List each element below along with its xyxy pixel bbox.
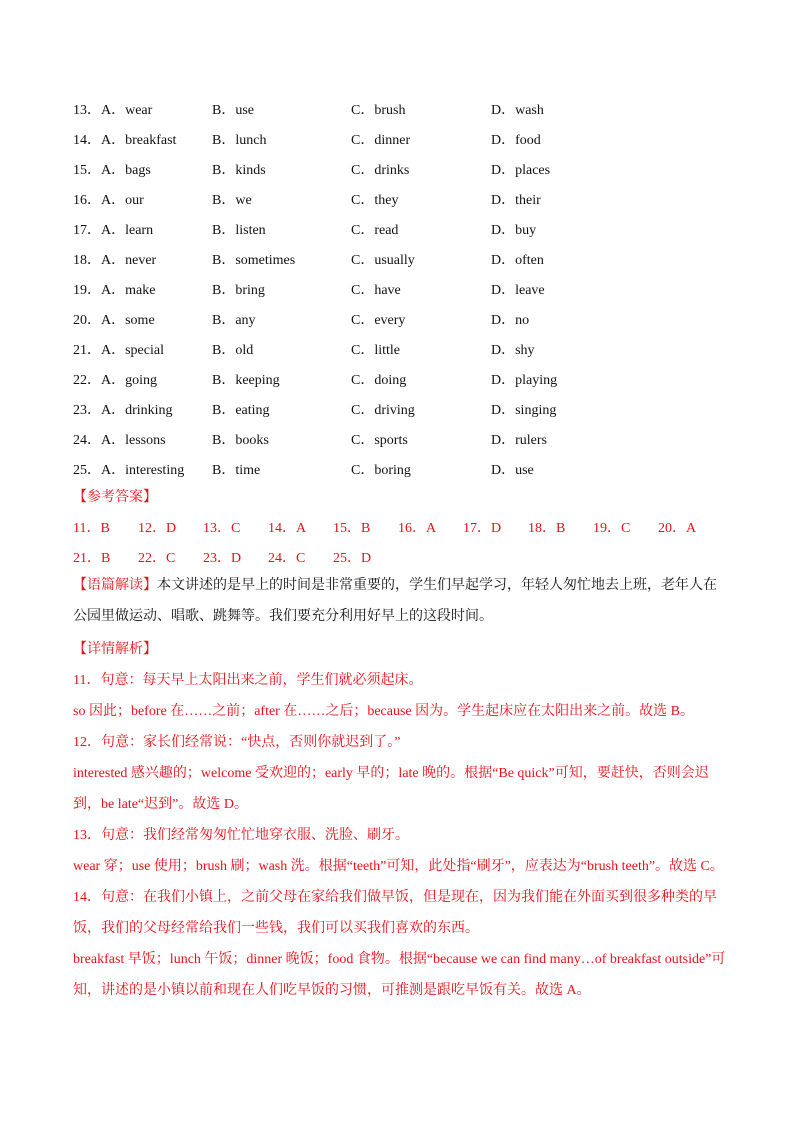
option-a: 23．A．drinking — [73, 403, 173, 418]
reference-answers-title: 【参考答案】 — [73, 490, 157, 505]
choice-row-15 — [73, 154, 733, 184]
option-a: 18．A．never — [73, 253, 157, 268]
option-b: B．keeping — [212, 373, 280, 388]
answer-18: 18．B — [528, 521, 566, 536]
option-a: 22．A．going — [73, 373, 157, 388]
passage-analysis-paragraph — [73, 570, 728, 632]
option-c: C．drinks — [351, 163, 410, 178]
option-c: C．boring — [351, 463, 411, 478]
option-c: C．brush — [351, 103, 406, 118]
option-a: 16．A．our — [73, 193, 144, 208]
detail-sentence-12: 12．句意：家长们经常说：“快点，否则你就迟到了。” — [73, 735, 401, 750]
answer-22: 22．C — [138, 551, 176, 566]
option-b: B．kinds — [212, 163, 266, 178]
option-c: C．sports — [351, 433, 408, 448]
detail-analysis — [73, 634, 728, 1006]
option-b: B．bring — [212, 283, 265, 298]
option-c: C．have — [351, 283, 401, 298]
answer-17: 17．D — [463, 521, 502, 536]
option-d: D．use — [491, 463, 534, 478]
detail-sentence-14: 14．句意：在我们小镇上，之前父母在家给我们做早饭，但是现在，因为我们能在外面买到很多种类的早饭，我们的父母经常给我们一些钱，我们可以买我们喜欢的东西。 — [73, 890, 717, 936]
answer-25: 25．D — [333, 551, 372, 566]
answer-23: 23．D — [203, 551, 242, 566]
answer-24: 24．C — [268, 551, 306, 566]
choice-row-20 — [73, 304, 733, 334]
option-a: 21．A．special — [73, 343, 164, 358]
option-d: D．their — [491, 193, 541, 208]
choices-list — [73, 94, 733, 484]
choice-row-21 — [73, 334, 733, 364]
option-d: D．singing — [491, 403, 557, 418]
detail-sentence-11: 11．句意：每天早上太阳出来之前，学生们就必须起床。 — [73, 673, 423, 688]
option-d: D．wash — [491, 103, 544, 118]
option-d: D．leave — [491, 283, 545, 298]
passage-analysis-text: 本文讲述的是早上的时间是非常重要的，学生们早起学习，年轻人匆忙地去上班，老年人在公园里做运动、唱歌、跳舞等。我们要充分利用好早上的这段时间。 — [73, 578, 717, 624]
option-b: B．time — [212, 463, 261, 478]
choice-row-25 — [73, 454, 733, 484]
detail-explanation-11: so 因此；before 在……之前；after 在……之后；because 因为。学生起床应在太阳出来之前。故选 B。 — [73, 704, 694, 719]
choice-row-16 — [73, 184, 733, 214]
answer-14: 14．A — [268, 521, 307, 536]
choice-row-19 — [73, 274, 733, 304]
option-c: C．read — [351, 223, 399, 238]
option-c: C．they — [351, 193, 399, 208]
detail-analysis-title: 【详情解析】 — [73, 642, 157, 657]
choice-row-23 — [73, 394, 733, 424]
option-d: D．buy — [491, 223, 537, 238]
option-d: D．shy — [491, 343, 535, 358]
answer-11: 11．B — [73, 521, 110, 536]
passage-analysis-label: 【语篇解读】 — [73, 578, 157, 593]
option-c: C．usually — [351, 253, 415, 268]
option-b: B．lunch — [212, 133, 267, 148]
detail-sentence-13: 13．句意：我们经常匆匆忙忙地穿衣服、洗脸、刷牙。 — [73, 828, 409, 843]
answer-row-2 — [73, 542, 733, 572]
option-a: 17．A．learn — [73, 223, 154, 238]
option-c: C．driving — [351, 403, 415, 418]
option-b: B．any — [212, 313, 256, 328]
option-b: B．books — [212, 433, 269, 448]
option-a: 13．A．wear — [73, 103, 153, 118]
answer-12: 12．D — [138, 521, 177, 536]
option-a: 25．A．interesting — [73, 463, 185, 478]
answer-16: 16．A — [398, 521, 437, 536]
choice-row-14 — [73, 124, 733, 154]
reference-answers — [73, 484, 733, 572]
option-a: 19．A．make — [73, 283, 156, 298]
option-b: B．listen — [212, 223, 266, 238]
option-b: B．sometimes — [212, 253, 296, 268]
passage-analysis — [73, 570, 728, 632]
answer-row-1 — [73, 512, 733, 542]
option-b: B．use — [212, 103, 254, 118]
option-d: D．playing — [491, 373, 558, 388]
option-d: D．rulers — [491, 433, 547, 448]
option-c: C．little — [351, 343, 400, 358]
option-a: 20．A．some — [73, 313, 155, 328]
choice-row-22 — [73, 364, 733, 394]
option-d: D．food — [491, 133, 541, 148]
answer-13: 13．C — [203, 521, 241, 536]
choice-row-13 — [73, 94, 733, 124]
option-d: D．places — [491, 163, 551, 178]
option-d: D．no — [491, 313, 530, 328]
option-b: B．we — [212, 193, 252, 208]
detail-explanation-12: interested 感兴趣的；welcome 受欢迎的；early 早的；late 晚的。根据“Be quick”可知，要赶快，否则会迟到，be late“迟到”。故选 D。 — [73, 766, 709, 812]
option-b: B．old — [212, 343, 254, 358]
answer-21: 21．B — [73, 551, 111, 566]
choice-row-17 — [73, 214, 733, 244]
option-c: C．every — [351, 313, 406, 328]
option-a: 15．A．bags — [73, 163, 151, 178]
detail-explanation-13: wear 穿；use 使用；brush 刷；wash 洗。根据“teeth”可知，此处指“刷牙”，应表达为“brush teeth”。故选 C。 — [73, 859, 724, 874]
option-c: C．dinner — [351, 133, 411, 148]
choice-row-18 — [73, 244, 733, 274]
choice-row-24 — [73, 424, 733, 454]
option-c: C．doing — [351, 373, 407, 388]
answer-15: 15．B — [333, 521, 371, 536]
option-b: B．eating — [212, 403, 270, 418]
option-d: D．often — [491, 253, 544, 268]
option-a: 14．A．breakfast — [73, 133, 177, 148]
option-a: 24．A．lessons — [73, 433, 166, 448]
detail-explanation-14: breakfast 早饭；lunch 午饭；dinner 晚饭；food 食物。根据“because we can find many…of breakfast outside”可知，讲述的是小镇以前和现在人们吃早饭的习惯，可推测是跟吃早饭有关。故选 A。 — [73, 952, 726, 998]
answer-19: 19．C — [593, 521, 631, 536]
answer-20: 20．A — [658, 521, 697, 536]
